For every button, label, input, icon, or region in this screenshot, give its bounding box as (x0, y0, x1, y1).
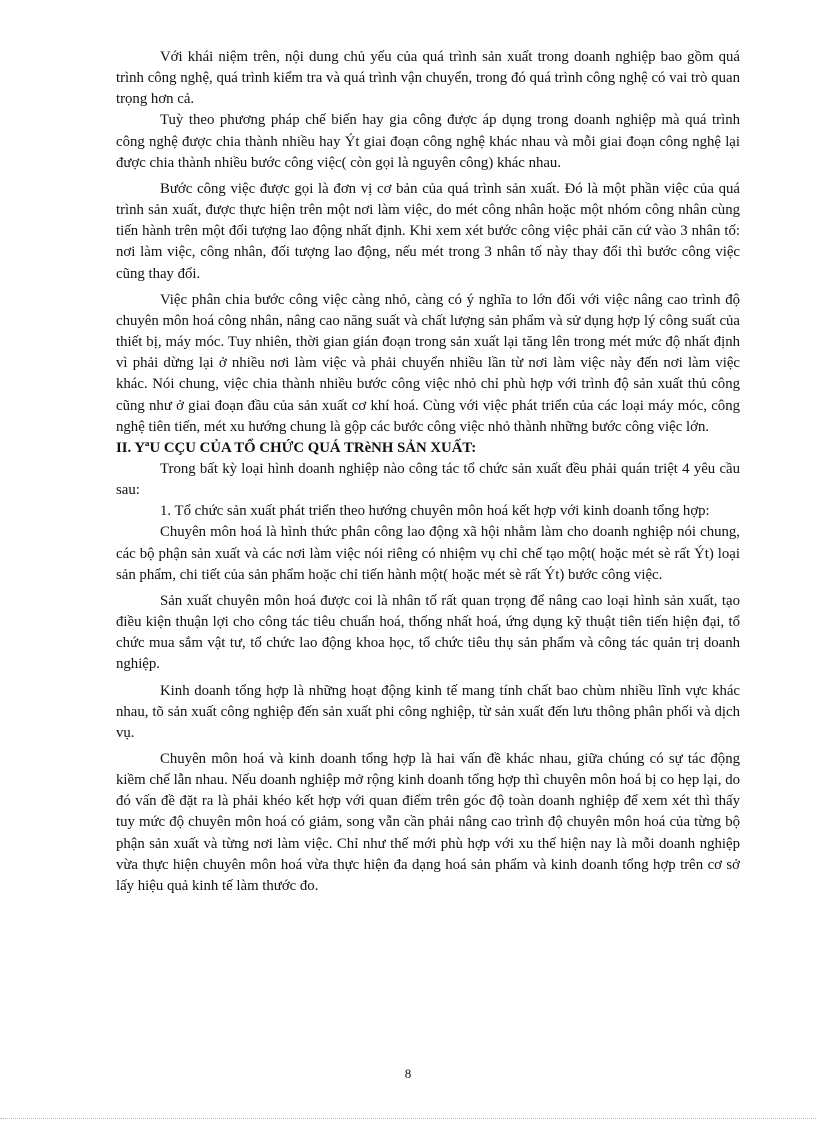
page-number: 8 (404, 1066, 412, 1081)
subheading-paragraph: 1. Tổ chức sản xuất phát triển theo hướng chuyên môn hoá kết hợp với kinh doanh tổng hợp: (160, 503, 710, 520)
paragraph: Kinh doanh tổng hợp là những hoạt động kinh tế mang tính chất bao chùm nhiều lĩnh vực khác nhau, tõ sản xuất công nghiệp đến sản xuất phi công nghiệp, từ sản xuất đến lưu thông phân phối và dịch vụ. (116, 682, 740, 741)
paragraph: Tuỳ theo phương pháp chế biến hay gia công được áp dụng trong doanh nghiệp mà quá trình công nghệ được chia thành nhiều hay Ýt giai đoạn công nghệ khác nhau và mỗi giai đoạn công nghệ lại được chia thành nhiều bước công việc( còn gọi là nguyên công) khác nhau. (116, 112, 740, 171)
paragraph: Việc phân chia bước công việc càng nhỏ, càng có ý nghĩa to lớn đối với việc nâng cao trình độ chuyên môn hoá công nhân, nâng cao năng suất và chất lượng sản phẩm và sử dụng hợp lý công suất của thiết bị, máy móc. Tuy nhiên, thời gian gián đoạn trong sản xuất lại tăng lên trong mét mức độ nhất định vì phải dừng lại ở nhiều nơi làm việc và phải chuyển nhiều lần từ nơi làm việc này đến nơi làm việc khác. Nói chung, việc chia thành nhiều bước công việc nhỏ chỉ phù hợp với trình độ sản xuất thủ công cũng như ở giai đoạn đầu của sản xuất cơ khí hoá. Cùng với việc phát triển của các loại máy móc, công nghệ tiên tiến, mét xu hướng chung là gộp các bước công việc nhỏ thành những bước công việc lớn. (116, 291, 740, 435)
section-heading: II. YªU CÇU CỦA TỔ CHỨC QUÁ TRèNH SẢN XUẤT: (116, 439, 477, 456)
paragraph: Sản xuất chuyên môn hoá được coi là nhân tố rất quan trọng để nâng cao loại hình sản xuất, tạo điều kiện thuận lợi cho công tác tiêu chuẩn hoá, thống nhất hoá, ứng dụng kỹ thuật tiên tiến hiện đại, tổ chức mua sắm vật tư, tổ chức lao động khoa học, tổ chức tiêu thụ sản phẩm và công tác quản trị doanh nghiệp. (116, 592, 740, 673)
footer-divider (0, 1118, 816, 1119)
paragraph: Trong bất kỳ loại hình doanh nghiệp nào công tác tổ chức sản xuất đều phải quán triệt 4 yêu cầu sau: (116, 460, 740, 499)
paragraph: Chuyên môn hoá và kinh doanh tổng hợp là hai vấn đề khác nhau, giữa chúng có sự tác động kiềm chế lẫn nhau. Nếu doanh nghiệp mở rộng kinh doanh tổng hợp thì chuyên môn hoá bị co hẹp lại, do đó vấn đề đặt ra là phải khéo kết hợp với quan điểm trên góc độ toàn doanh nghiệp để xem xét thì thấy tuy mức độ chuyên môn hoá có giảm, song vẫn cần phải nâng cao trình độ chuyên môn hoá của từng bộ phận sản xuất và từng nơi làm việc. Chỉ như thế mới phù hợp với xu thế hiện nay là mỗi doanh nghiệp vừa thực hiện chuyên môn hoá vừa thực hiện đa dạng hoá sản phẩm và kinh doanh tổng hợp trên cơ sở lấy hiệu quả kinh tế làm thước đo. (116, 751, 740, 894)
document-page (116, 47, 740, 897)
paragraph: Bước công việc được gọi là đơn vị cơ bản của quá trình sản xuất. Đó là một phần việc của quá trình sản xuất, được thực hiện trên một nơi làm việc, do mét công nhân hoặc một nhóm công nhân cùng tiến hành trên một đối tượng lao động nhất định. Khi xem xét bước công việc phải căn cứ vào 3 nhân tố: nơi làm việc, công nhân, đối tượng lao động, nếu mét trong 3 nhân tố này thay đổi thì bước công việc cũng thay đổi. (116, 180, 740, 282)
paragraph: Chuyên môn hoá là hình thức phân công lao động xã hội nhằm làm cho doanh nghiệp nói chung, các bộ phận sản xuất và các nơi làm việc nói riêng có nhiệm vụ chỉ chế tạo một( hoặc mét sè rất Ýt) loại sản phẩm, chi tiết của sản phẩm hoặc chỉ tiến hành một( hoặc mét sè rất Ýt) bước công việc. (116, 524, 740, 583)
paragraph: Với khái niệm trên, nội dung chủ yếu của quá trình sản xuất trong doanh nghiệp bao gồm quá trình công nghệ, quá trình kiểm tra và quá trình vận chuyển, trong đó quá trình công nghệ có vai trò quan trọng hơn cả. (116, 49, 740, 108)
